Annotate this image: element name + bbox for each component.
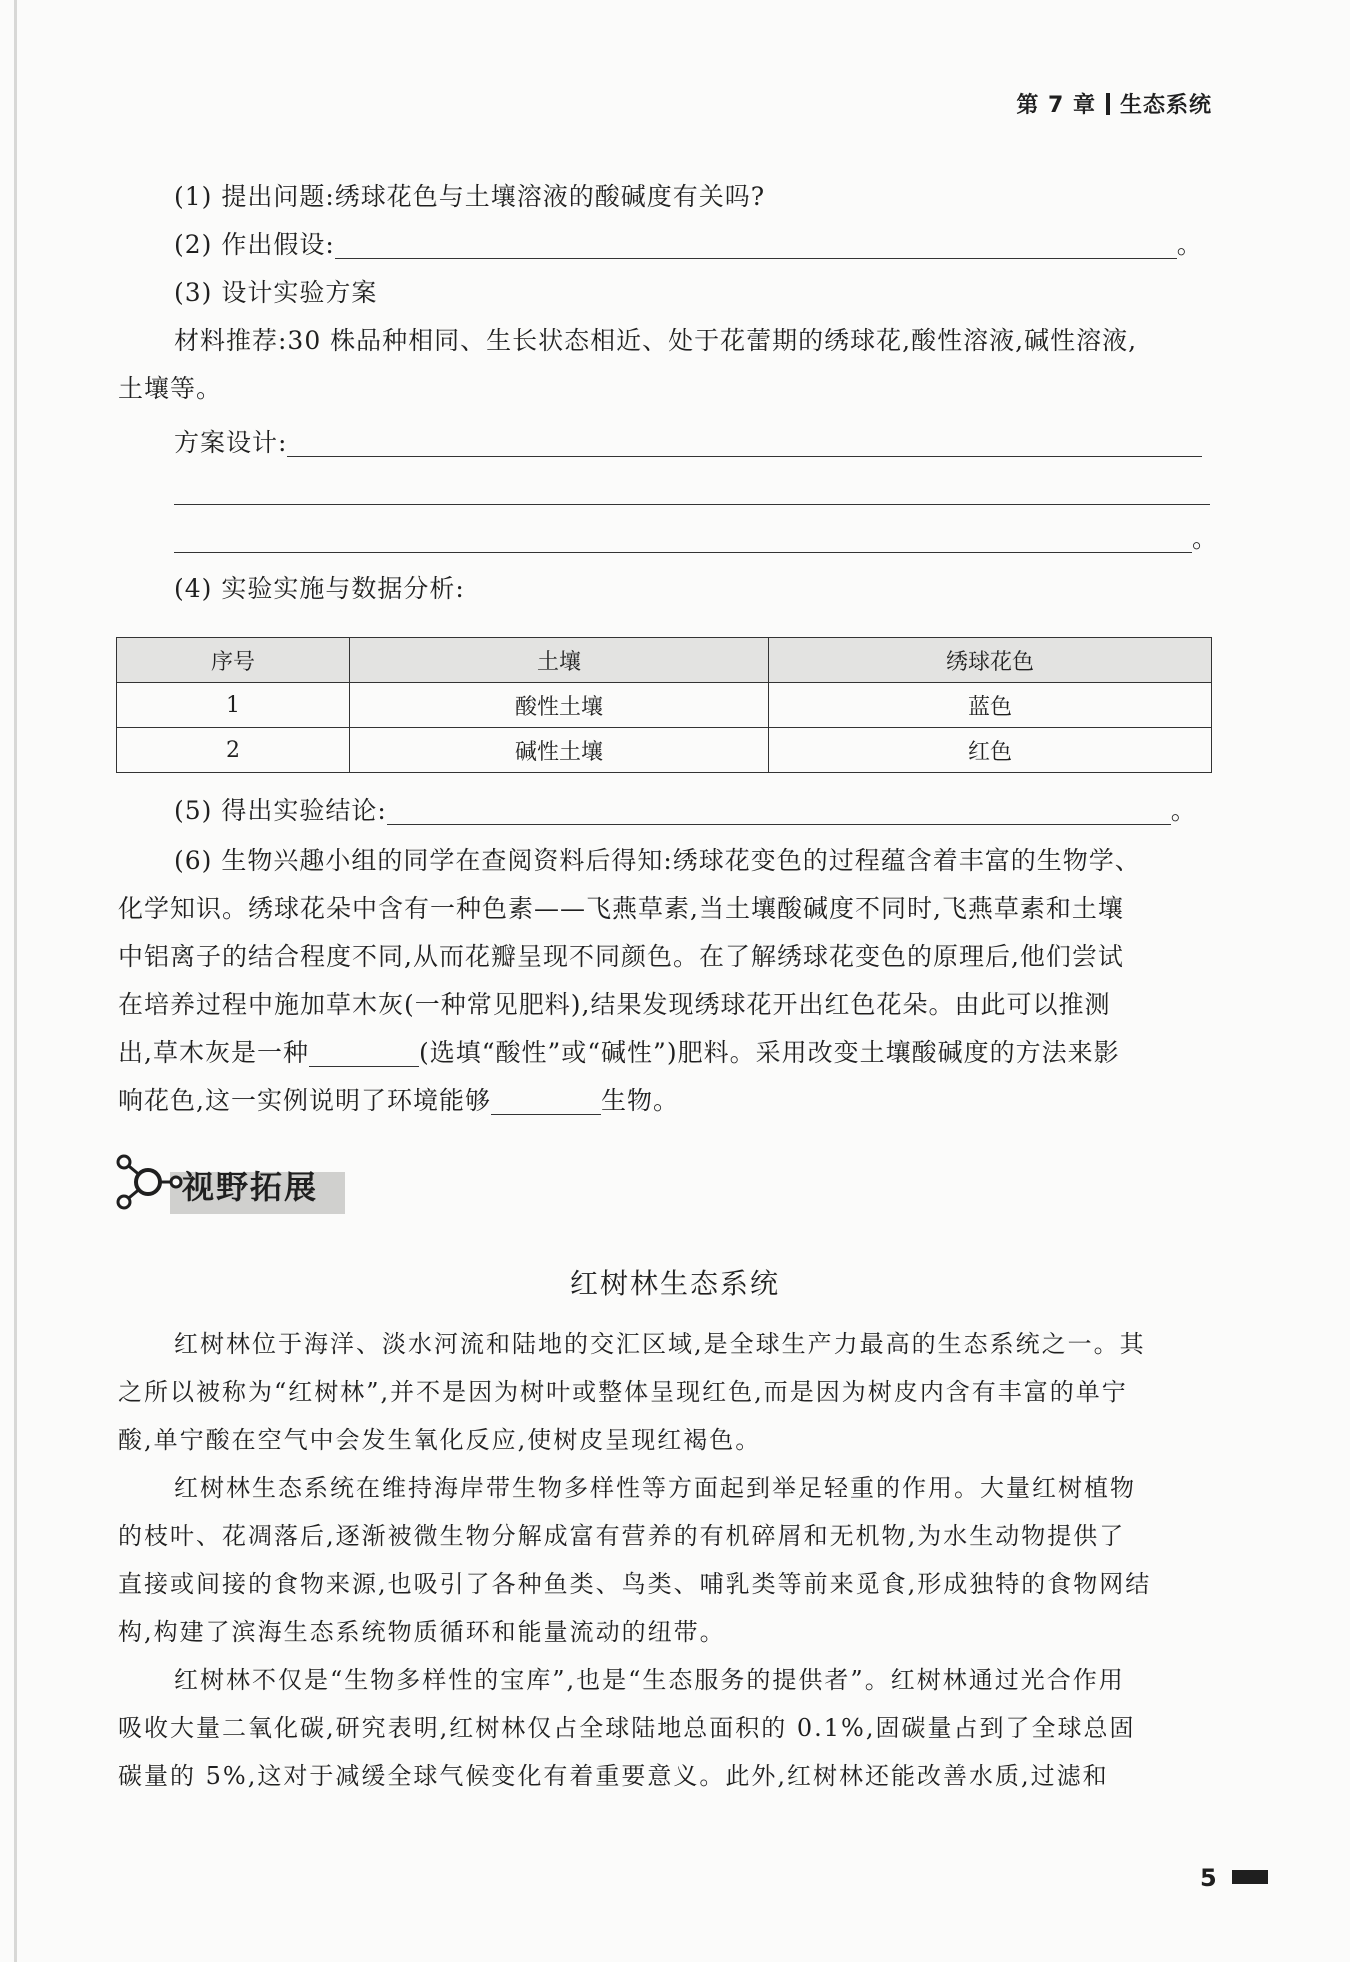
article-title: 红树林生态系统 [569,1267,780,1300]
article-line: 红树林生态系统在维持海岸带生物多样性等方面起到举足轻重的作用。大量红树植物 [174,1474,1136,1502]
question-5-label: (5) 得出实验结论: [174,796,387,825]
environment-blank[interactable] [491,1088,601,1115]
q6-line5-before: 出,草木灰是一种 [118,1038,309,1067]
article-line: 的枝叶、花凋落后,逐渐被微生物分解成富有营养的有机碎屑和无机物,为水生动物提供了 [118,1522,1126,1550]
header-divider [1106,93,1110,115]
table-header-cell: 序号 [117,638,350,683]
article-line: 之所以被称为“红树林”,并不是因为树叶或整体呈现红色,而是因为树皮内含有丰富的单宁 [118,1378,1128,1406]
table-row [117,683,1212,728]
table-cell: 蓝色 [769,683,1212,728]
design-blank-1[interactable] [287,430,1202,457]
materials-line-2: 土壤等。 [118,374,223,403]
data-table [116,637,1212,773]
table-header-cell: 土壤 [350,638,769,683]
conclusion-blank[interactable] [387,798,1171,825]
question-6-line: (6) 生物兴趣小组的同学在查阅资料后得知:绣球花变色的过程蕴含着丰富的生物学、 [174,846,1141,875]
question-6-line [118,1034,1214,1072]
design-line [174,424,1214,462]
question-5-end: 。 [1170,796,1197,825]
table-cell: 红色 [769,728,1212,773]
hypothesis-blank[interactable] [335,232,1177,259]
fertilizer-blank[interactable] [309,1040,419,1067]
q6-line6-before: 响花色,这一实例说明了环境能够 [118,1086,491,1115]
question-2-end: 。 [1176,230,1203,259]
table-cell: 1 [117,683,350,728]
question-6-line [118,1082,1214,1120]
article-line: 构,构建了滨海生态系统物质循环和能量流动的纽带。 [118,1618,726,1646]
chapter-title: 生态系统 [1119,93,1212,118]
page-edge [14,0,17,1962]
article-line: 吸收大量二氧化碳,研究表明,红树林仅占全球陆地总面积的 0.1%,固碳量占到了全球总固 [118,1714,1136,1742]
question-6-line: 中铝离子的结合程度不同,从而花瓣呈现不同颜色。在了解绣球花变色的原理后,他们尝试 [118,942,1124,971]
question-1: (1) 提出问题:绣球花色与土壤溶液的酸碱度有关吗? [174,182,766,211]
page-number: 5 [1200,1864,1217,1892]
table-row [117,728,1212,773]
table-header-row [117,638,1212,683]
question-5 [174,792,1214,830]
design-label: 方案设计: [174,428,288,457]
table-header-cell: 绣球花色 [769,638,1212,683]
article-line: 红树林不仅是“生物多样性的宝库”,也是“生态服务的提供者”。红树林通过光合作用 [174,1666,1125,1694]
chapter-number: 第 7 章 [1016,93,1096,118]
article-line: 酸,单宁酸在空气中会发生氧化反应,使树皮呈现红褐色。 [118,1426,762,1454]
q6-line5-after: (选填“酸性”或“碱性”)肥料。采用改变土壤酸碱度的方法来影 [418,1038,1120,1067]
materials-line-1: 材料推荐:30 株品种相同、生长状态相近、处于花蕾期的绣球花,酸性溶液,碱性溶液, [174,326,1138,355]
question-2 [174,226,1214,264]
question-2-label: (2) 作出假设: [174,230,335,259]
question-6-line: 化学知识。绣球花朵中含有一种色素——飞燕草素,当土壤酸碱度不同时,飞燕草素和土壤 [118,894,1124,923]
question-4: (4) 实验实施与数据分析: [174,574,465,603]
table-cell: 酸性土壤 [350,683,769,728]
page-number-bar [1232,1870,1268,1884]
table-cell: 碱性土壤 [350,728,769,773]
design-end: 。 [1192,524,1219,553]
section-title: 视野拓展 [182,1168,319,1206]
design-blank-2[interactable] [174,478,1210,505]
article-line: 碳量的 5%,这对于减缓全球气候变化有着重要意义。此外,红树林还能改善水质,过滤和 [118,1762,1109,1790]
question-6-line: 在培养过程中施加草木灰(一种常见肥料),结果发现绣球花开出红色花朵。由此可以推测 [118,990,1111,1019]
design-line-2 [174,472,1214,510]
q6-line6-after: 生物。 [600,1086,679,1115]
design-blank-3[interactable] [174,526,1192,553]
design-line-3 [174,520,1219,558]
article-line: 红树林位于海洋、淡水河流和陆地的交汇区域,是全球生产力最高的生态系统之一。其 [174,1330,1146,1358]
question-3: (3) 设计实验方案 [174,278,378,307]
running-header [1016,88,1212,119]
article-line: 直接或间接的食物来源,也吸引了各种鱼类、鸟类、哺乳类等前来觅食,形成独特的食物网结 [118,1570,1152,1598]
table-cell: 2 [117,728,350,773]
